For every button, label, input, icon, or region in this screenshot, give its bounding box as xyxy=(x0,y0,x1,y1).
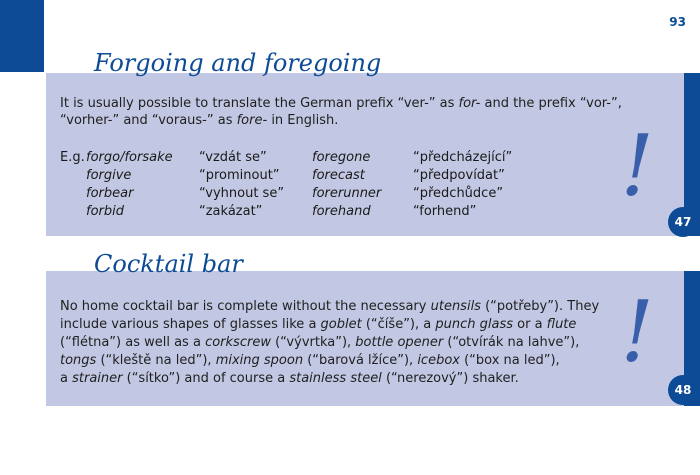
text-run: (“číše”), a xyxy=(361,317,436,332)
text-run-italic: mixing spoon xyxy=(215,353,304,368)
vocab-column-czech-2 xyxy=(413,149,512,221)
text-run-italic: flute xyxy=(546,317,577,332)
text-run: (“potřeby”). They xyxy=(480,299,600,314)
vocab-term: forehand xyxy=(312,204,371,219)
text-run-italic: tongs xyxy=(60,353,97,368)
text-run: (“otvírák na lahve”), xyxy=(443,335,580,350)
text-line xyxy=(60,352,599,370)
vocab-translation: “vzdát se” xyxy=(199,150,267,165)
text-run: in English. xyxy=(267,113,339,128)
text-run-italic: icebox xyxy=(417,353,460,368)
vocab-term: foregone xyxy=(312,150,371,165)
text-run: include various shapes of glasses like a xyxy=(60,317,321,332)
text-run-italic: strainer xyxy=(72,371,123,386)
text-run-italic: goblet xyxy=(320,317,362,332)
text-run-italic: bottle opener xyxy=(355,335,444,350)
text-run-italic: utensils xyxy=(430,299,481,314)
text-run: and the prefix “vor-”, xyxy=(480,96,622,111)
intro-paragraph xyxy=(60,95,622,129)
text-run-italic: for- xyxy=(458,96,481,111)
vocab-column-english-2 xyxy=(312,149,381,221)
vocab-column-czech-1 xyxy=(199,149,284,221)
vocab-translation: “předcházející” xyxy=(413,150,513,165)
text-run: (“nerezový”) shaker. xyxy=(381,371,519,386)
text-run: (“vývrtka”), xyxy=(270,335,356,350)
text-run-italic: fore- xyxy=(236,113,268,128)
text-run-italic: punch glass xyxy=(435,317,513,332)
tip-number-badge: 47 xyxy=(668,207,698,237)
vocab-term: forerunner xyxy=(312,186,382,201)
text-run: (“box na led”), xyxy=(459,353,560,368)
section-title: Cocktail bar xyxy=(94,250,243,278)
text-run: No home cocktail bar is complete without the necessary xyxy=(60,299,431,314)
text-run: (“barová lžíce”), xyxy=(303,353,418,368)
text-line xyxy=(60,316,599,334)
vocab-translation: “zakázat” xyxy=(199,204,263,219)
text-line xyxy=(60,370,599,388)
exclamation-icon: ! xyxy=(620,117,654,215)
text-line xyxy=(60,334,599,352)
page-number: 93 xyxy=(669,15,686,29)
vocab-translation: “vyhnout se” xyxy=(199,186,285,201)
vocab-translation: “předpovídat” xyxy=(413,168,505,183)
vocab-translation: “prominout” xyxy=(199,168,280,183)
text-run-italic: corkscrew xyxy=(205,335,271,350)
text-run: (“sítko”) and of course a xyxy=(122,371,290,386)
vocab-term: forecast xyxy=(312,168,365,183)
vocab-term: forbear xyxy=(86,186,134,201)
corner-tab xyxy=(0,0,44,72)
text-line xyxy=(60,95,622,112)
vocab-term: forgive xyxy=(86,168,132,183)
vocab-term: forbid xyxy=(86,204,124,219)
eg-label: E.g. xyxy=(60,150,85,165)
text-run: or a xyxy=(513,317,547,332)
vocab-term: forgo/forsake xyxy=(86,150,173,165)
exclamation-icon: ! xyxy=(620,283,654,381)
text-run: (“kleště na led”), xyxy=(96,353,216,368)
text-run: (“flétna”) as well as a xyxy=(60,335,206,350)
text-run: a xyxy=(60,371,73,386)
text-run-italic: stainless steel xyxy=(289,371,382,386)
tip-number-badge: 48 xyxy=(668,375,698,405)
text-run: It is usually possible to translate the German prefix “ver-” as xyxy=(60,96,459,111)
vocab-translation: “předchůdce” xyxy=(413,186,504,201)
text-line xyxy=(60,112,622,129)
section-title: Forgoing and foregoing xyxy=(94,49,382,77)
vocab-translation: “forhend” xyxy=(413,204,477,219)
text-run: “vorher-” and “voraus-” as xyxy=(60,113,237,128)
cocktail-paragraph xyxy=(60,298,599,388)
text-line xyxy=(60,298,599,316)
vocab-column-english-1 xyxy=(86,149,173,221)
